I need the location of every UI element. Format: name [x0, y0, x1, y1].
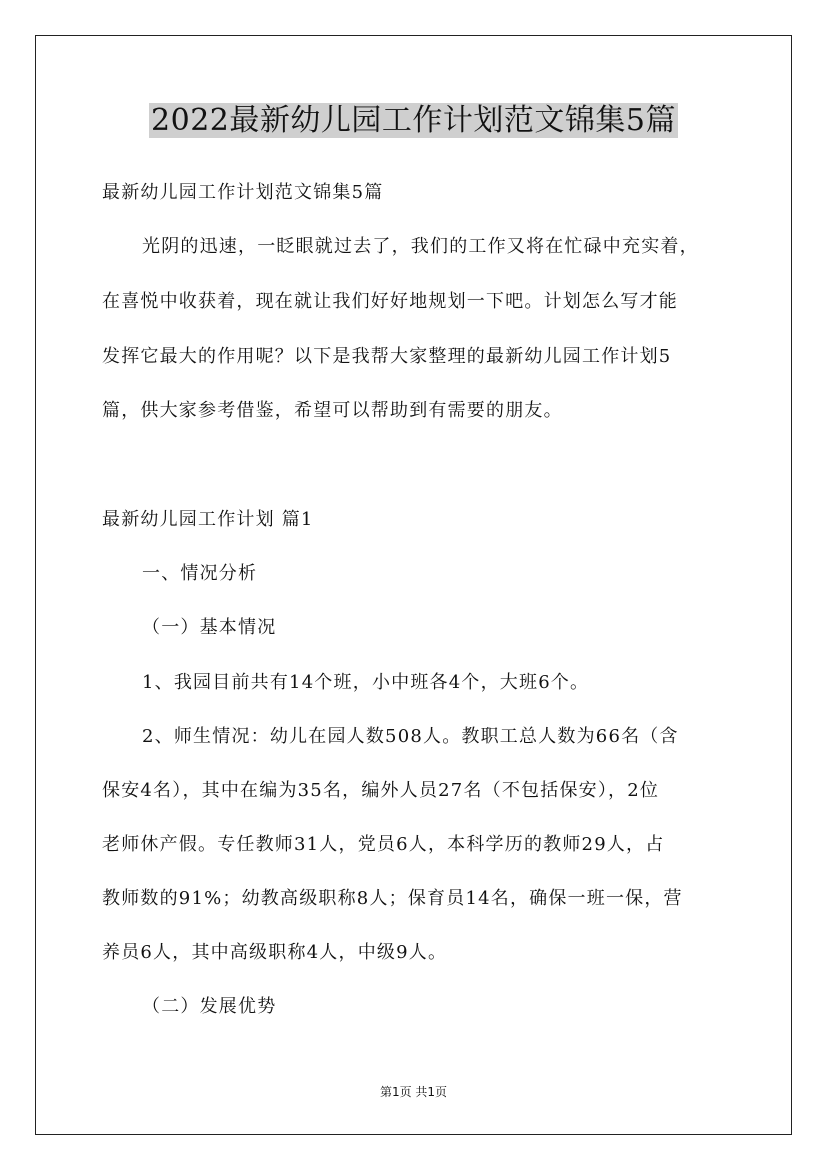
sub-heading-basic: （一）基本情况 — [142, 617, 277, 638]
item-2-line-2: 保安4名），其中在编为35名，编外人员27名（不包括保安），2位 — [102, 780, 660, 801]
sub-heading-advantages: （二）发展优势 — [142, 996, 277, 1017]
intro-line-3: 发挥它最大的作用呢？以下是我帮大家整理的最新幼儿园工作计划5 — [102, 346, 672, 367]
item-2-line-5: 养员6人，其中高级职称4人，中级9人。 — [102, 942, 448, 963]
document-title — [0, 100, 827, 142]
item-2-line-4: 教师数的91%；幼教高级职称8人；保育员14名，确保一班一保，营 — [102, 888, 683, 909]
intro-line-4: 篇，供大家参考借鉴，希望可以帮助到有需要的朋友。 — [102, 400, 563, 421]
document-subtitle: 最新幼儿园工作计划范文锦集5篇 — [102, 182, 384, 203]
page-footer: 第1页 共1页 — [379, 1085, 448, 1099]
item-2-line-1: 2、师生情况：幼儿在园人数508人。教职工总人数为66名（含 — [142, 726, 679, 747]
intro-line-1: 光阴的迅速，一眨眼就过去了，我们的工作又将在忙碌中充实着， — [142, 236, 699, 257]
item-1: 1、我园目前共有14个班，小中班各4个，大班6个。 — [142, 672, 590, 693]
document-title-text: 2022最新幼儿园工作计划范文锦集5篇 — [151, 103, 676, 138]
section-heading: 最新幼儿园工作计划 篇1 — [102, 509, 314, 530]
part-heading: 一、情况分析 — [142, 563, 258, 584]
item-2-line-3: 老师休产假。专任教师31人，党员6人，本科学历的教师29人，占 — [102, 834, 665, 855]
intro-line-2: 在喜悦中收获着，现在就让我们好好地规划一下吧。计划怎么写才能 — [102, 291, 678, 312]
